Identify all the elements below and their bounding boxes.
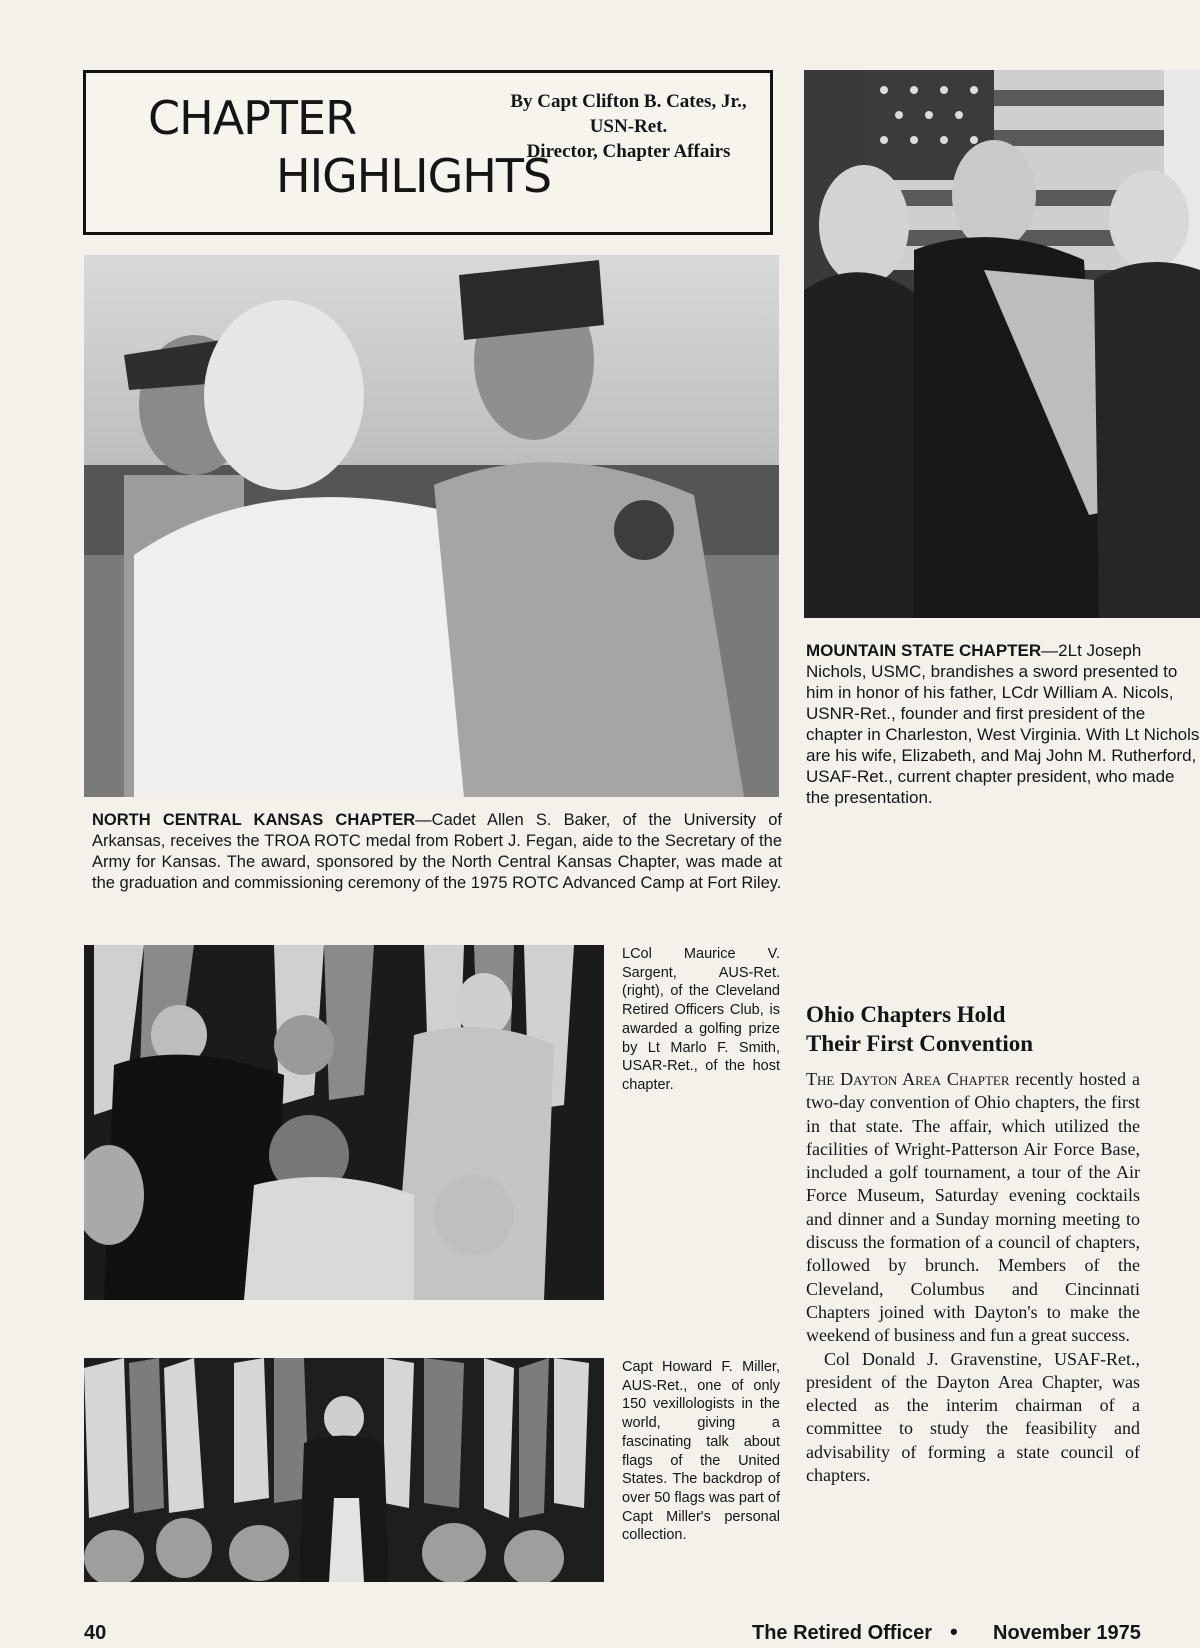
page-number: 40 <box>84 1622 107 1644</box>
photo-flags-talk <box>84 1358 604 1582</box>
caption-cleveland: LCol Maurice V. Sargent, AUS-Ret. (right), of the Cleveland Retired Officers Club, is awarded a golfing prize by Lt Marlo F. Smith, USAR-Ret., of the host chapter. <box>622 946 780 1093</box>
caption-flags: Capt Howard F. Miller, AUS-Ret., one of only 150 vexillologists in the world, giving a fascinating talk about flags of the United States. The backdrop of over 50 flags was part of Capt Miller's personal collection. <box>622 1359 780 1544</box>
caption-kansas-text: —Cadet Allen S. Baker, of the University of Arkansas, receives the TROA ROTC medal from Robert J. Fegan, aide to the Secretary of the Army for Kansas. The award, sponsored by the North Central Kansas Chapter, was made at the graduation and commissioning ceremony of the 1975 ROTC Advanced Camp at Fort Riley. <box>92 811 783 892</box>
article-body <box>806 1068 1140 1487</box>
header-box <box>83 70 773 235</box>
photo-cleveland-golf-prize <box>84 945 604 1300</box>
article-headline <box>806 1000 1196 1058</box>
photo-flags-artwork <box>84 1358 604 1582</box>
article-headline-line1: Ohio Chapters Hold <box>806 1002 1006 1027</box>
byline-author: By Capt Clifton B. Cates, Jr., <box>510 91 747 112</box>
photo-kansas-artwork <box>84 255 779 797</box>
article-headline-line2: Their First Convention <box>806 1031 1034 1056</box>
article-paragraph-2: Col Donald J. Gravenstine, USAF-Ret., president of the Dayton Area Chapter, was elected as the interim chairman of a committee to study the feasibility and advisability of forming a state council of chapters. <box>806 1348 1140 1486</box>
caption-mountain <box>806 640 1200 808</box>
article-paragraph-1 <box>806 1068 1140 1348</box>
footer-bullet: • <box>950 1619 958 1644</box>
byline <box>491 89 766 164</box>
article-paragraph-1-text: recently hosted a two-day convention of Ohio chapters, the first in that state. The affair, which utilized the facilities of Wright-Patterson Air Force Base, included a golf tournament, a tour of the Air Force Museum, Saturday evening cocktails and dinner and a Sunday morning meeting to discuss the formation of a council of chapters, followed by brunch. Members of the Cleveland, Columbus and Cincinnati Chapters joined with Dayton's to make the weekend of business and fun a great success. <box>806 1069 1140 1346</box>
photo-mountain-state-sword <box>804 70 1200 618</box>
footer-date: November 1975 <box>993 1622 1141 1644</box>
photo-cleveland-artwork <box>84 945 604 1300</box>
photo-kansas-medal-ceremony <box>84 255 779 797</box>
photo-mountain-artwork <box>804 70 1200 618</box>
caption-kansas-lead: NORTH CENTRAL KANSAS CHAPTER <box>92 811 416 829</box>
caption-kansas <box>92 810 782 894</box>
section-title-line2: HIGHLIGHTS <box>276 149 552 203</box>
byline-service: USN-Ret. <box>589 116 668 137</box>
section-title-line1: CHAPTER <box>148 91 357 145</box>
article-paragraph-1-lead: The Dayton Area Chapter <box>806 1069 1010 1089</box>
caption-mountain-text: —2Lt Joseph Nichols, USMC, brandishes a sword presented to him in honor of his father, LCdr William A. Nicols, USNR-Ret., founder and first president of the chapter in Charleston, West Virginia. With Lt Nichols are his wife, Elizabeth, and Maj John M. Rutherford, USAF-Ret., current chapter president, who made the presentation. <box>806 641 1200 807</box>
footer-publication: The Retired Officer <box>752 1622 933 1644</box>
caption-mountain-lead: MOUNTAIN STATE CHAPTER <box>806 641 1042 660</box>
byline-role: Director, Chapter Affairs <box>526 141 731 162</box>
